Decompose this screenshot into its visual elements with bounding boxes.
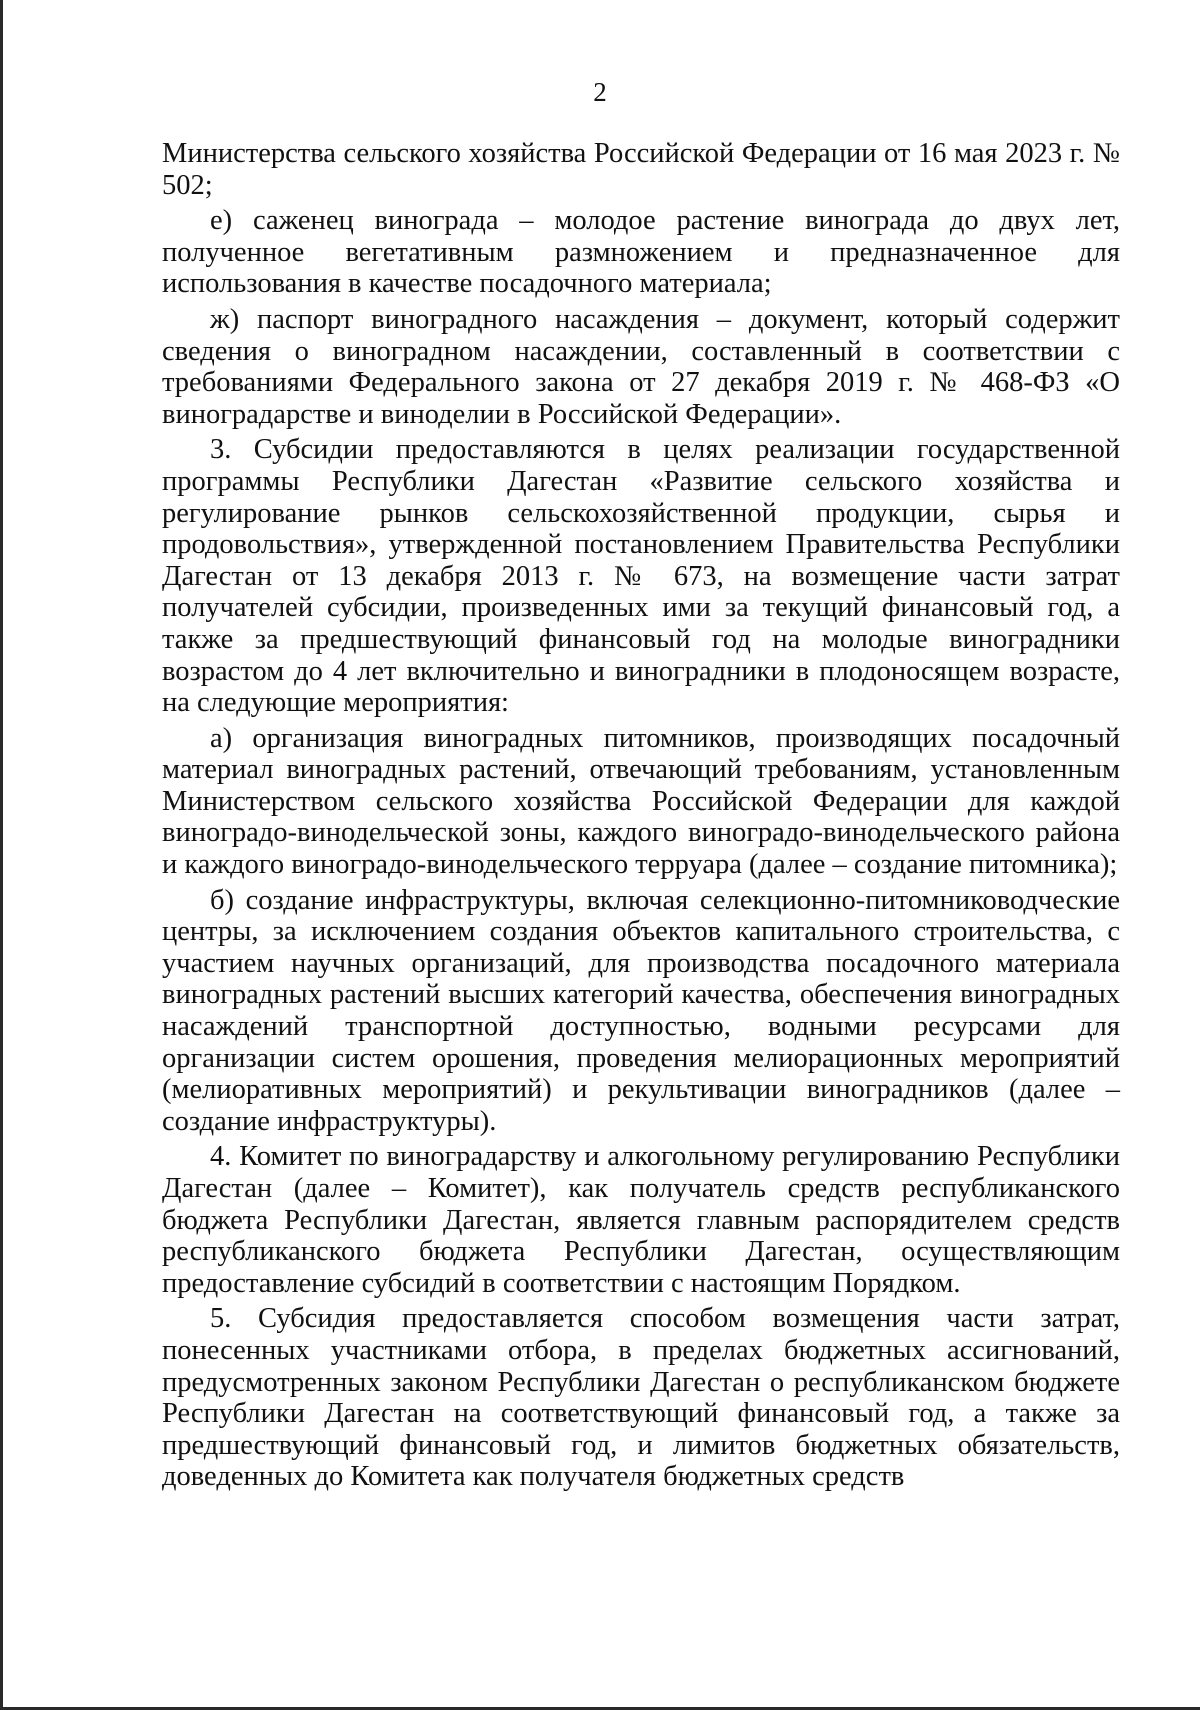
paragraph-5-subsidy-method: 5. Субсидия предоставляется способом возмещения части затрат, понесенных участниками отбора, в пределах бюджетных ассигнований, предусмотренных законом Республики Дагестан о республиканском бюджете Республики Дагестан на соответствующий финансовый год, а также за предшествующий финансовый год, и лимитов бюджетных обязательств, доведенных до Комитета как получателя бюджетных средств (162, 1303, 1120, 1493)
paragraph-4-committee: 4. Комитет по виноградарству и алкогольному регулированию Республики Дагестан (далее – Комитет), как получатель средств республиканского бюджета Республики Дагестан, является главным распорядителем средств республиканского бюджета Республики Дагестан, осуществляющим предоставление субсидий в соответствии с настоящим Порядком. (162, 1141, 1120, 1299)
paragraph-3-subsidies-purpose: 3. Субсидии предоставляются в целях реализации государственной программы Республики Дагестан «Развитие сельского хозяйства и регулирование рынков сельскохозяйственной продукции, сырья и продовольствия», утвержденной постановлением Правительства Республики Дагестан от 13 декабря 2013 г. № 673, на возмещение части затрат получателей субсидии, произведенных ими за текущий финансовый год, а также за предшествующий финансовый год на молодые виноградники возрастом до 4 лет включительно и виноградники в плодоносящем возрасте, на следующие мероприятия: (162, 434, 1120, 719)
paragraph-item-b-infrastructure: б) создание инфраструктуры, включая селекционно-питомниководческие центры, за исключением создания объектов капитального строительства, с участием научных организаций, для производства посадочного материала виноградных растений высших категорий качества, обеспечения виноградных насаждений транспортной доступностью, водными ресурсами для организации систем орошения, проведения мелиорационных мероприятий (мелиоративных мероприятий) и рекультивации виноградников (далее – создание инфраструктуры). (162, 884, 1120, 1137)
page-number: 2 (593, 77, 607, 107)
document-body (162, 138, 1120, 1497)
paragraph-item-zh-passport: ж) паспорт виноградного насаждения – документ, который содержит сведения о виноградном насаждении, составленный в соответствии с требованиями Федерального закона от 27 декабря 2019 г. № 468-ФЗ «О виноградарстве и виноделии в Российской Федерации». (162, 303, 1120, 430)
paragraph-item-a-nursery: а) организация виноградных питомников, производящих посадочный материал виноградных растений, отвечающий требованиям, установленным Министерством сельского хозяйства Российской Федерации для каждой виноградо-винодельческой зоны, каждого виноградо-винодельческого района и каждого виноградо-винодельческого терруара (далее – создание питомника); (162, 722, 1120, 881)
paragraph-continuation: Министерства сельского хозяйства Российской Федерации от 16 мая 2023 г. № 502; (162, 138, 1120, 201)
scan-edge-left (0, 0, 3, 1710)
paragraph-item-e-seedling: е) саженец винограда – молодое растение винограда до двух лет, полученное вегетативным размножением и предназначенное для использования в качестве посадочного материала; (162, 205, 1120, 300)
